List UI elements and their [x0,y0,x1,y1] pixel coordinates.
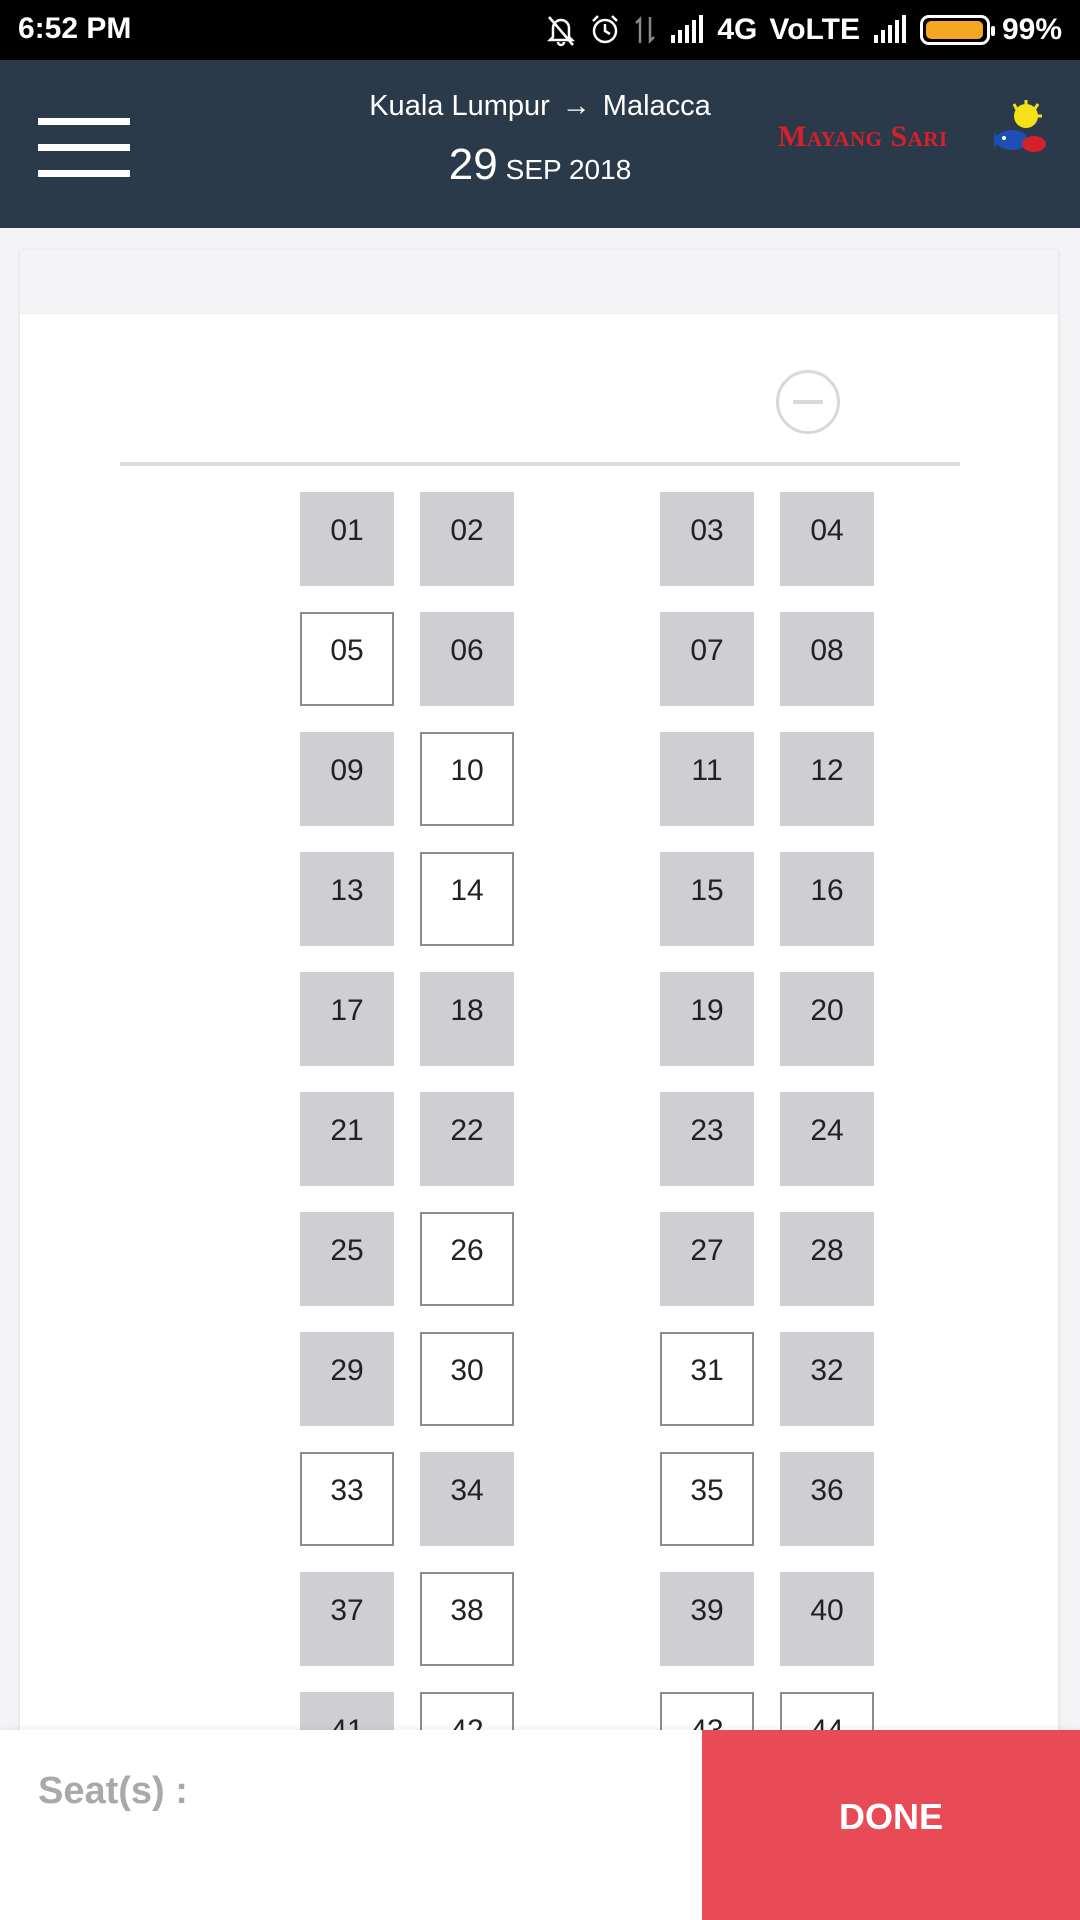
seat-09[interactable]: 09 [300,732,394,826]
battery-level [926,21,983,39]
volte-label: VoLTE [769,13,860,46]
seat-12[interactable]: 12 [780,732,874,826]
seat-26[interactable]: 26 [420,1212,514,1306]
seat-02[interactable]: 02 [420,492,514,586]
seat-15[interactable]: 15 [660,852,754,946]
seat-11[interactable]: 11 [660,732,754,826]
seat-17[interactable]: 17 [300,972,394,1066]
seat-06[interactable]: 06 [420,612,514,706]
steering-wheel-icon [776,370,840,434]
selection-bar [0,1730,1080,1920]
seat-23[interactable]: 23 [660,1092,754,1186]
app-header [0,60,1080,228]
done-button[interactable]: DONE [702,1730,1080,1920]
seat-14[interactable]: 14 [420,852,514,946]
seat-34[interactable]: 34 [420,1452,514,1546]
signal-icon-2 [872,15,908,45]
signal-icon [669,15,705,45]
selected-seats-label: Seat(s) : [38,1770,188,1812]
seat-31[interactable]: 31 [660,1332,754,1426]
seat-07[interactable]: 07 [660,612,754,706]
seat-39[interactable]: 39 [660,1572,754,1666]
seat-19[interactable]: 19 [660,972,754,1066]
seat-21[interactable]: 21 [300,1092,394,1186]
seat-29[interactable]: 29 [300,1332,394,1426]
destination: Malacca [602,90,711,122]
status-bar [0,0,1080,60]
seat-10[interactable]: 10 [420,732,514,826]
seat-28[interactable]: 28 [780,1212,874,1306]
seat-05[interactable]: 05 [300,612,394,706]
seat-03[interactable]: 03 [660,492,754,586]
seat-40[interactable]: 40 [780,1572,874,1666]
seat-24[interactable]: 24 [780,1092,874,1186]
seat-35[interactable]: 35 [660,1452,754,1546]
trip-date-month-year: SEP 2018 [505,154,632,185]
seat-08[interactable]: 08 [780,612,874,706]
seat-20[interactable]: 20 [780,972,874,1066]
seat-25[interactable]: 25 [300,1212,394,1306]
network-type: 4G [717,13,758,46]
seat-33[interactable]: 33 [300,1452,394,1546]
seat-32[interactable]: 32 [780,1332,874,1426]
battery-icon [920,15,990,45]
fish-logo-icon [992,98,1048,164]
seat-16[interactable]: 16 [780,852,874,946]
status-time: 6:52 PM [18,12,132,45]
logo-text: Mayang Sari [778,120,948,153]
seat-22[interactable]: 22 [420,1092,514,1186]
seat-37[interactable]: 37 [300,1572,394,1666]
card-header [20,250,1058,314]
seat-map-card [20,250,1058,1730]
seat-27[interactable]: 27 [660,1212,754,1306]
brand-logo [778,98,1048,168]
seat-13[interactable]: 13 [300,852,394,946]
mute-bell-icon [545,13,577,47]
seat-38[interactable]: 38 [420,1572,514,1666]
origin: Kuala Lumpur [369,90,550,122]
driver-divider [120,462,960,466]
seat-18[interactable]: 18 [420,972,514,1066]
seat-36[interactable]: 36 [780,1452,874,1546]
seat-01[interactable]: 01 [300,492,394,586]
status-icons [545,12,1062,48]
seat-30[interactable]: 30 [420,1332,514,1426]
arrow-right-icon: → [561,90,591,122]
seat-04[interactable]: 04 [780,492,874,586]
alarm-icon [589,13,621,47]
trip-date-day: 29 [448,140,498,189]
data-arrows-icon [633,13,657,47]
battery-percent: 99% [1001,13,1062,46]
